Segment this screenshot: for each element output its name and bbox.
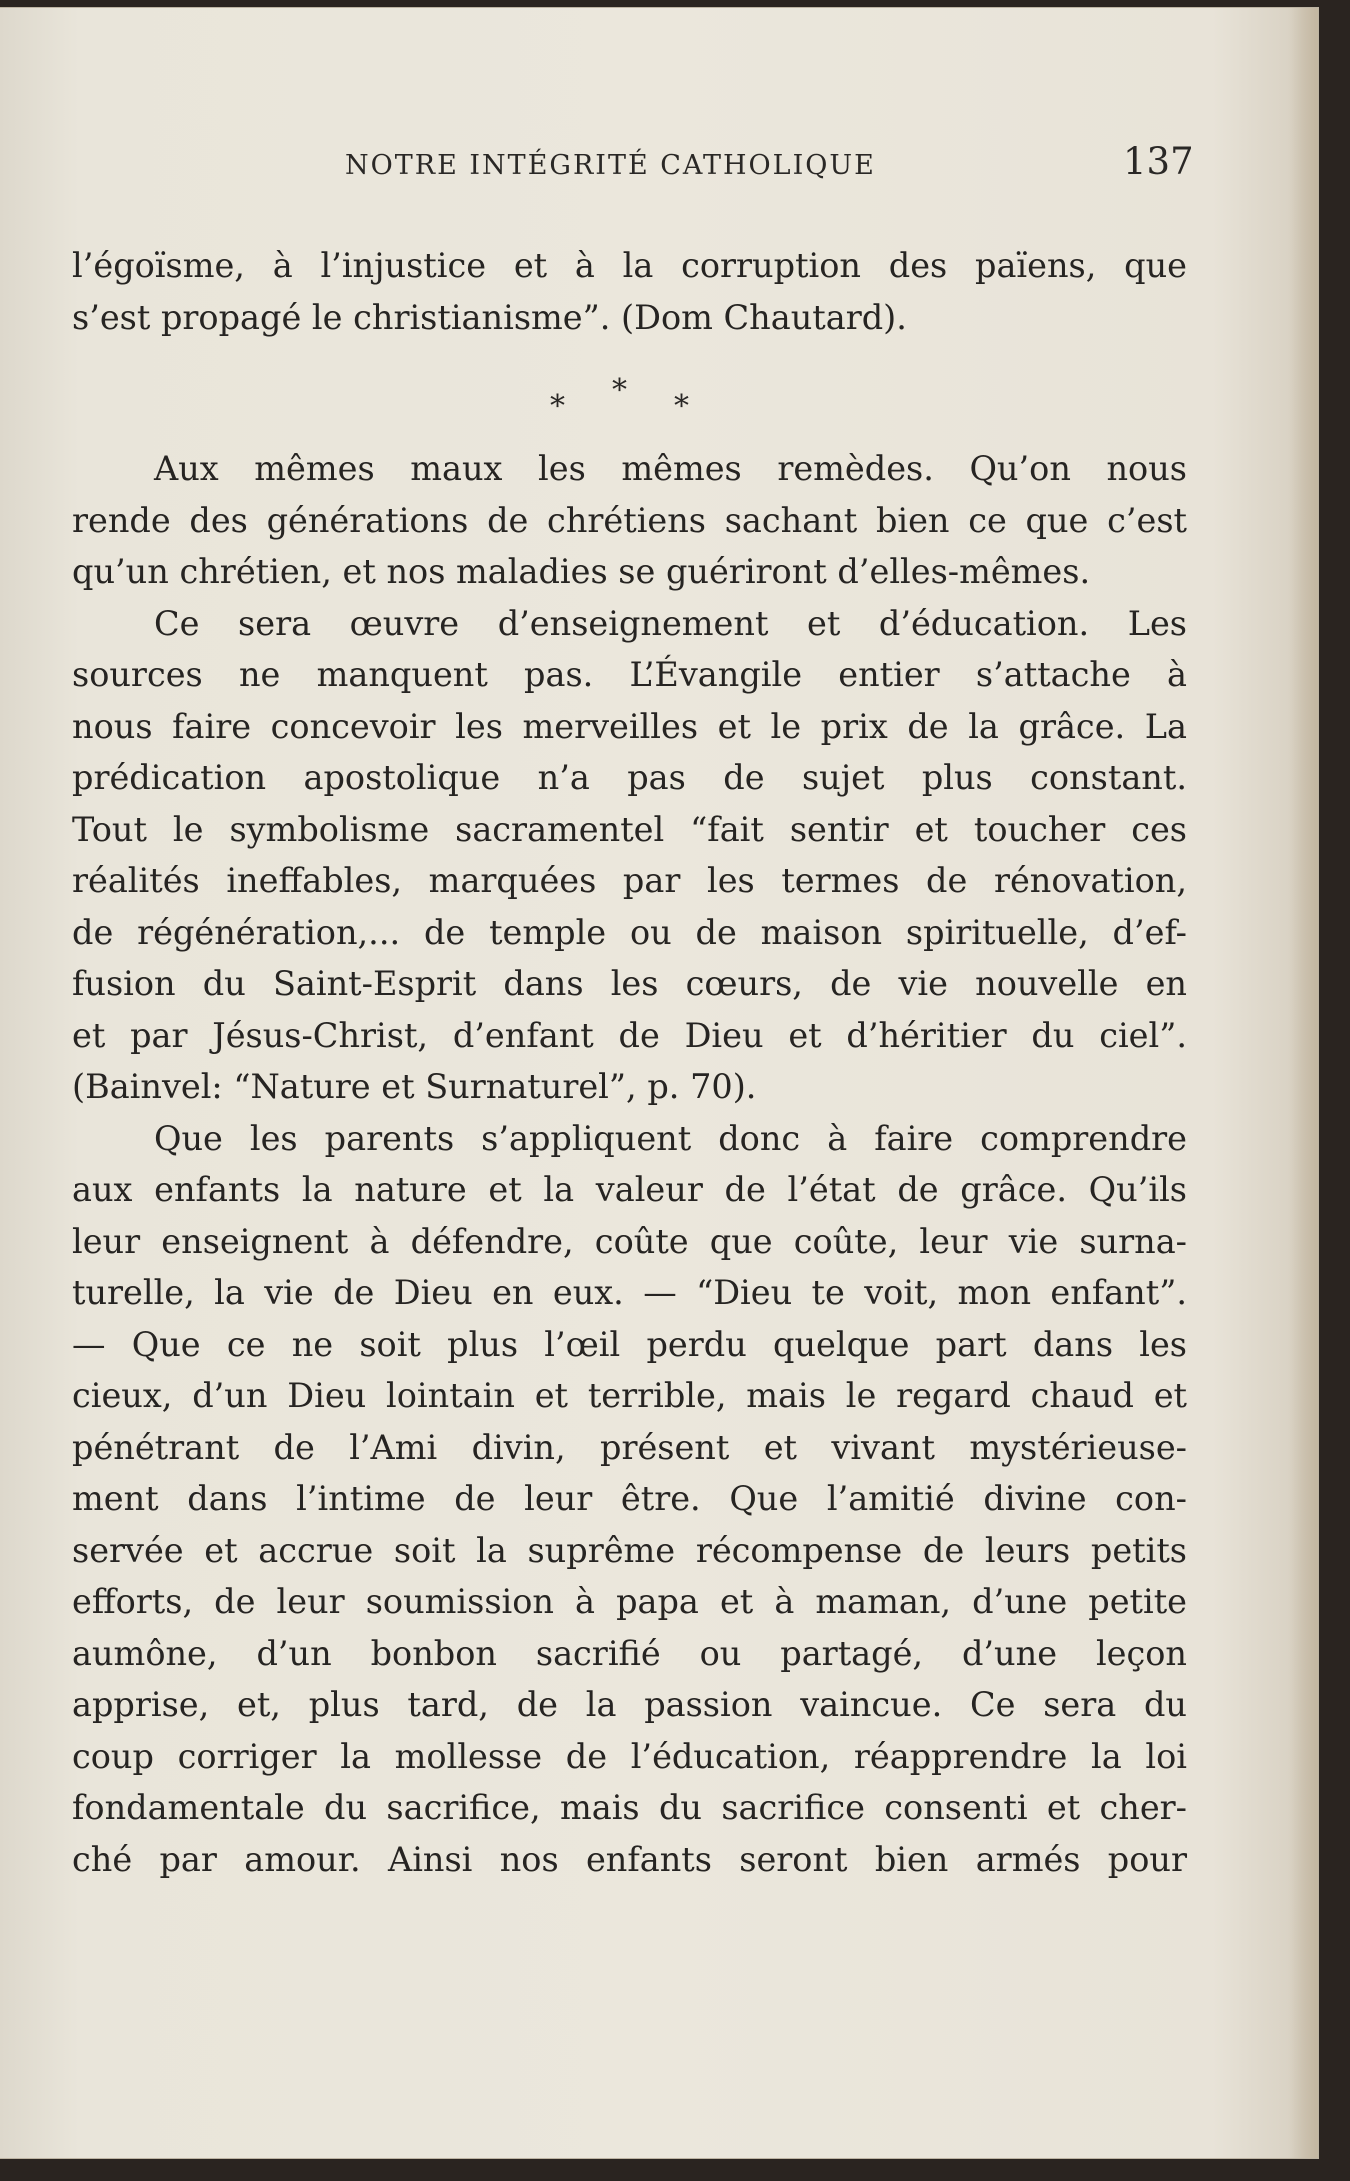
text-line: s’est propagé le christianisme”. (Dom Chautard). bbox=[72, 297, 907, 337]
section-break bbox=[72, 343, 1187, 443]
running-title: NOTRE INTÉGRITÉ CATHOLIQUE bbox=[345, 150, 876, 181]
text-line: aumône, d’un bonbon sacrifié ou partagé, d’une leçon bbox=[72, 1633, 1187, 1673]
text-line: rende des générations de chrétiens sachant bien ce que c’est bbox=[72, 500, 1187, 540]
asterisk: * bbox=[674, 389, 689, 424]
text-line: efforts, de leur soumission à papa et à maman, d’une petite bbox=[72, 1582, 1187, 1621]
text-line: pénétrant de l’Ami divin, présent et vivant mystérieuse- bbox=[72, 1427, 1187, 1467]
paragraph bbox=[72, 240, 1187, 343]
text-line: ché par amour. Ainsi nos enfants seront bien armés pour bbox=[72, 1839, 1187, 1879]
text-line: ment dans l’intime de leur être. Que l’amitié divine con- bbox=[72, 1479, 1187, 1518]
text-line: qu’un chrétien, et nos maladies se guériront d’elles-mêmes. bbox=[72, 552, 1091, 591]
text-line: fusion du Saint-Esprit dans les cœurs, de vie nouvelle en bbox=[72, 964, 1187, 1003]
text-line: aux enfants la nature et la valeur de l’état de grâce. Qu’ils bbox=[72, 1170, 1187, 1209]
text-line: Que les parents s’appliquent donc à faire comprendre bbox=[154, 1118, 1187, 1158]
text-line: fondamentale du sacrifice, mais du sacrifice consenti et cher- bbox=[72, 1788, 1187, 1827]
running-head bbox=[0, 140, 1318, 200]
text-line: sources ne manquent pas. L’Évangile entier s’attache à bbox=[72, 655, 1187, 694]
text-line: apprise, et, plus tard, de la passion vaincue. Ce sera du bbox=[72, 1685, 1187, 1724]
text-line: cieux, d’un Dieu lointain et terrible, mais le regard chaud et bbox=[72, 1376, 1187, 1415]
text-line: Ce sera œuvre d’enseignement et d’éducation. Les bbox=[154, 603, 1187, 643]
body-text bbox=[72, 240, 1187, 1885]
text-line: turelle, la vie de Dieu en eux. — “Dieu te voit, mon enfant”. bbox=[72, 1273, 1187, 1312]
text-line: coup corriger la mollesse de l’éducation, réapprendre la loi bbox=[72, 1736, 1187, 1776]
text-line: l’égoïsme, à l’injustice et à la corruption des païens, que bbox=[72, 246, 1187, 285]
page-number: 137 bbox=[1123, 140, 1194, 183]
paragraph bbox=[72, 598, 1187, 1113]
text-line: — Que ce ne soit plus l’œil perdu quelque part dans les bbox=[72, 1324, 1187, 1364]
text-line: Aux mêmes maux les mêmes remèdes. Qu’on nous bbox=[154, 449, 1187, 488]
text-line: leur enseignent à défendre, coûte que coûte, leur vie surna- bbox=[72, 1221, 1187, 1261]
text-line: Tout le symbolisme sacramentel “fait sentir et toucher ces bbox=[72, 809, 1187, 849]
text-line: nous faire concevoir les merveilles et le prix de la grâce. La bbox=[72, 706, 1187, 746]
asterisk: * bbox=[612, 373, 627, 408]
text-line: (Bainvel: “Nature et Surnaturel”, p. 70). bbox=[72, 1067, 757, 1106]
text-line: de régénération,... de temple ou de maison spirituelle, d’ef- bbox=[72, 912, 1187, 952]
paragraph bbox=[72, 1113, 1187, 1886]
book-page bbox=[0, 8, 1318, 2158]
text-line: et par Jésus-Christ, d’enfant de Dieu et d’héritier du ciel”. bbox=[72, 1015, 1187, 1055]
text-line: réalités ineffables, marquées par les termes de rénovation, bbox=[72, 861, 1187, 900]
text-line: servée et accrue soit la suprême récompense de leurs petits bbox=[72, 1530, 1187, 1570]
paragraph bbox=[72, 443, 1187, 598]
asterisk: * bbox=[550, 389, 565, 424]
text-line: prédication apostolique n’a pas de sujet plus constant. bbox=[72, 758, 1187, 797]
